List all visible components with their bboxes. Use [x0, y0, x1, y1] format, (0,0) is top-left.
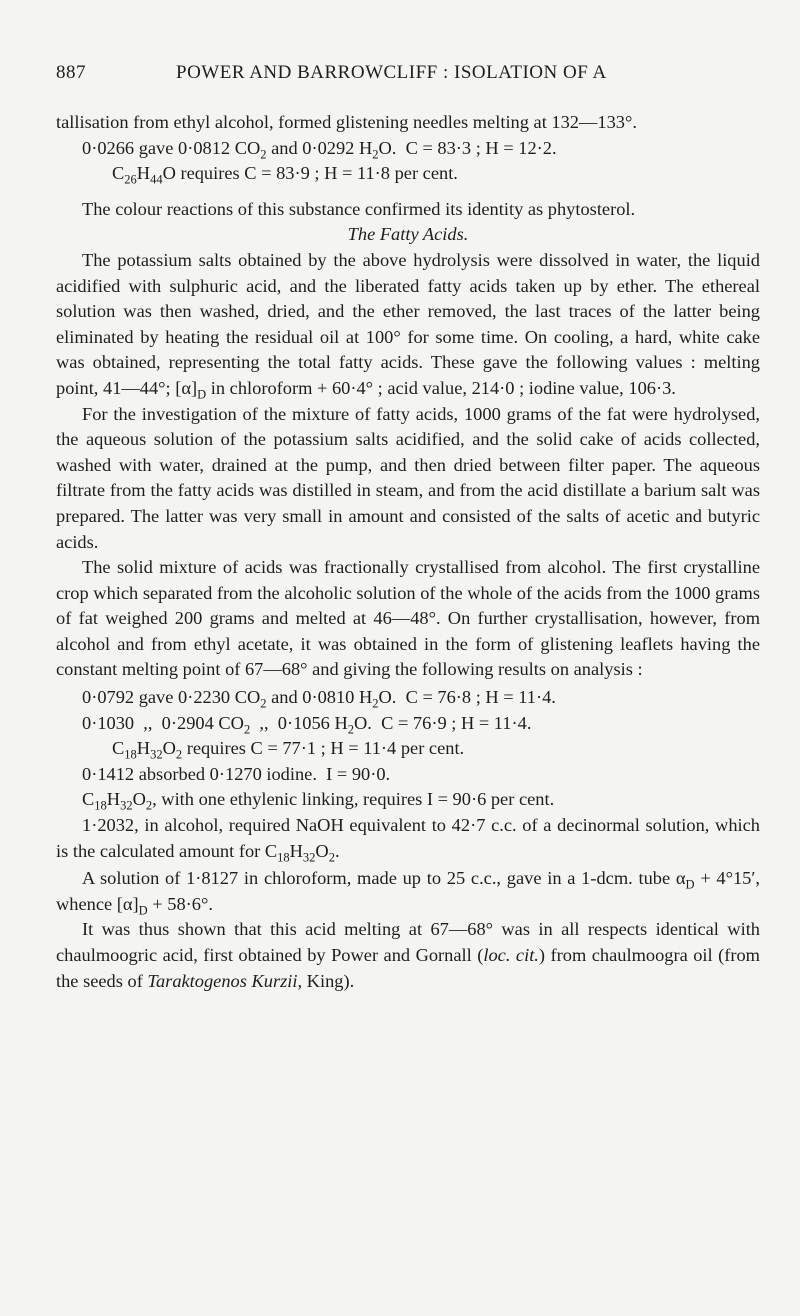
running-header [56, 62, 760, 96]
paragraph: A solution of 1·8127 in chloroform, made up to 25 c.c., gave in a 1-dcm. tube $\alpha_D + 4^\circ 15'$, whence $[\alpha]_D + 58\cdot 6^\circ$. [56, 868, 760, 918]
paragraph: 1·2032, in alcohol, required NaOH equivalent to 42·7 c.c. of a decinormal solution, which is the calculated amount for $C_{18}H_{32}O_2$. [56, 815, 760, 865]
page-number: 887 [56, 62, 86, 83]
paragraph: It was thus shown that this acid melting at 67—68° was in all respects identical with chaulmoogric acid, first obtained by Power and Gornall (loc. cit.) from chaulmoogra oil (from the seeds of Taraktogenos Kurzii, King). [56, 919, 760, 991]
formula-requirement: $C_{26}H_{44}O$ requires C = 83·9 ; H = 11·8 per cent. [112, 163, 458, 187]
formula-requirement: $C_{18}H_{32}O_2$, with one ethylenic linking, requires I = 90·6 per cent. [82, 789, 555, 814]
section-heading: The Fatty Acids. [347, 224, 469, 245]
formula-requirement: $C_{18}H_{32}O_2$ requires C = 77·1 ; H = 11·4 per cent. [112, 738, 465, 762]
analysis-line: 0·1030 ,, 0·2904 $CO_2$ ,, 0·1056 $H_2O$. C = 76·9 ; H = 11·4. [82, 712, 532, 737]
analysis-line: 0·0792 gave 0·2230 $CO_2$ and 0·0810 $H_2O$. C = 76·8 ; H = 11·4. [82, 687, 556, 711]
analysis-line: 0·1412 absorbed 0·1270 iodine. I = 90·0. [82, 763, 391, 784]
paragraph: The potassium salts obtained by the above hydrolysis were dissolved in water, the liquid acidified with sulphuric acid, and the liberated fatty acids taken up by ether. The ethereal solution was then washed, dried, and the ether removed, the last traces of the latter being eliminated by heating the residual oil at 100° for some time. On cooling, a hard, white cake was obtained, representing the total fatty acids. These gave the following values : melting point, 41—44°; $[\alpha]_D$ in chloroform + 60·4° ; acid value, 214·0 ; iodine value, 106·3. [56, 249, 760, 402]
paragraph: The colour reactions of this substance confirmed its identity as phytosterol. [82, 198, 636, 219]
body-text [56, 110, 760, 994]
paragraph-continued: tallisation from ethyl alcohol, formed glistening needles melting at 132—133°. [56, 112, 637, 132]
paragraph: For the investigation of the mixture of fatty acids, 1000 grams of the fat were hydrolysed, the aqueous solution of the potassium salts acidified, and the solid cake of acids collected, washed with water, drained at the pump, and then dried between filter paper. The aqueous filtrate from the fatty acids was distilled in steam, and from the acid distillate a barium salt was prepared. The latter was very small in amount and consisted of the salts of acetic and butyric acids. [56, 403, 760, 552]
paragraph: The solid mixture of acids was fractionally crystallised from alcohol. The first crystalline crop which separated from the alcoholic solution of the whole of the acids from the 1000 grams of fat weighed 200 grams and melted at 46—48°. On further crystallisation, however, from alcohol and from ethyl acetate, it was obtained in the form of glistening leaflets having the constant melting point of 67—68° and giving the following results on analysis : [56, 557, 760, 680]
running-head-title: POWER AND BARROWCLIFF : ISOLATION OF A [176, 62, 607, 83]
analysis-line: 0·0266 gave 0·0812 $CO_2$ and 0·0292 $H_2O$. C = 83·3 ; H = 12·2. [82, 137, 557, 162]
